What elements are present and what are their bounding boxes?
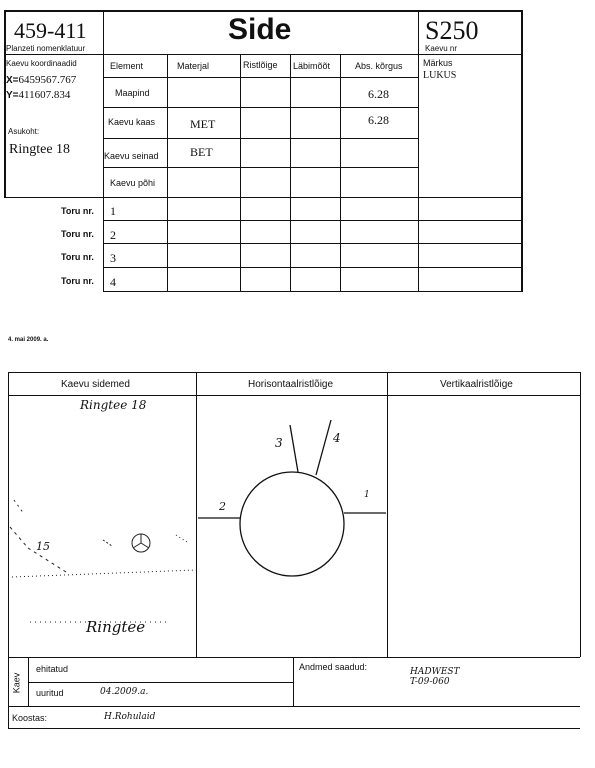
y-label: Y= — [6, 90, 19, 101]
compiled-label: Koostas: — [12, 713, 48, 723]
row-element-seinad: Kaevu seinad — [104, 151, 159, 161]
col-element: Element — [110, 61, 144, 71]
data-from-value-1: HADWEST — [410, 667, 460, 677]
pipe-label-sketch-1: 1 — [364, 490, 370, 500]
pipe-label-1: Toru nr. — [61, 206, 94, 216]
row-height-maapind: 6.28 — [368, 87, 389, 101]
surveyed-value: 04.2009.a. — [100, 687, 149, 697]
well-number-caption: Kaevu nr — [425, 44, 458, 53]
pipe-number-3: 3 — [110, 251, 116, 265]
pipe-number-4: 4 — [110, 275, 116, 289]
row-element-kaas: Kaevu kaas — [108, 117, 156, 127]
col-material: Materjal — [177, 61, 210, 71]
sketch-label-15: 15 — [36, 540, 50, 553]
row-material-seinad: BET — [190, 145, 213, 159]
pipe-label-2: Toru nr. — [61, 229, 94, 239]
y-value: 411607.834 — [18, 89, 71, 101]
well-cross-section — [198, 420, 386, 576]
nomenclature-caption: Planzeti nomenklatuur — [6, 44, 86, 53]
sketch-street-top: Ringtee 18 — [80, 398, 147, 412]
row-height-kaas: 6.28 — [368, 113, 389, 127]
well-number: S250 — [425, 16, 479, 45]
coords-caption: Kaevu koordinaadid — [6, 59, 77, 68]
remark-value: LUKUS — [423, 70, 457, 81]
connections-title: Kaevu sidemed — [61, 379, 130, 390]
col-abs-height: Abs. kõrgus — [355, 61, 403, 71]
connections-sketch — [10, 500, 196, 622]
col-cross-section: Ristlõige — [243, 60, 278, 70]
date-note: 4. mai 2009. a. — [8, 337, 49, 343]
surveyed-label: uuritud — [36, 688, 64, 698]
compiled-value: H.Rohulaid — [104, 712, 156, 722]
data-from-label: Andmed saadud: — [299, 662, 368, 672]
col-remark: Märkus — [423, 58, 453, 68]
page-title: Side — [228, 13, 292, 46]
pipe-label-3: Toru nr. — [61, 252, 94, 262]
well-vertical-label: Kaev — [11, 672, 22, 694]
pipe-number-2: 2 — [110, 228, 116, 242]
col-diameter: Läbimõõt — [293, 61, 331, 71]
sketch-street-bottom: Ringtee — [86, 618, 146, 636]
row-material-kaas: MET — [190, 117, 216, 131]
horizontal-title: Horisontaalristlõige — [248, 379, 334, 390]
pipe-label-sketch-3: 3 — [275, 436, 283, 450]
x-label: X= — [6, 75, 19, 86]
pipe-label-sketch-2: 2 — [219, 500, 226, 513]
pipe-label-sketch-4: 4 — [333, 431, 341, 445]
nomenclature-number: 459-411 — [14, 18, 87, 43]
row-element-maapind: Maapind — [115, 88, 150, 98]
x-value: 6459567.767 — [18, 74, 77, 86]
data-from-value-2: T-09-060 — [410, 677, 450, 687]
row-element-pohi: Kaevu põhi — [110, 178, 156, 188]
pipe-label-4: Toru nr. — [61, 276, 94, 286]
vertical-title: Vertikaalristlõige — [440, 379, 513, 390]
location-value: Ringtee 18 — [9, 142, 71, 157]
built-label: ehitatud — [36, 664, 69, 674]
pipe-number-1: 1 — [110, 204, 116, 218]
location-caption: Asukoht: — [8, 127, 40, 136]
